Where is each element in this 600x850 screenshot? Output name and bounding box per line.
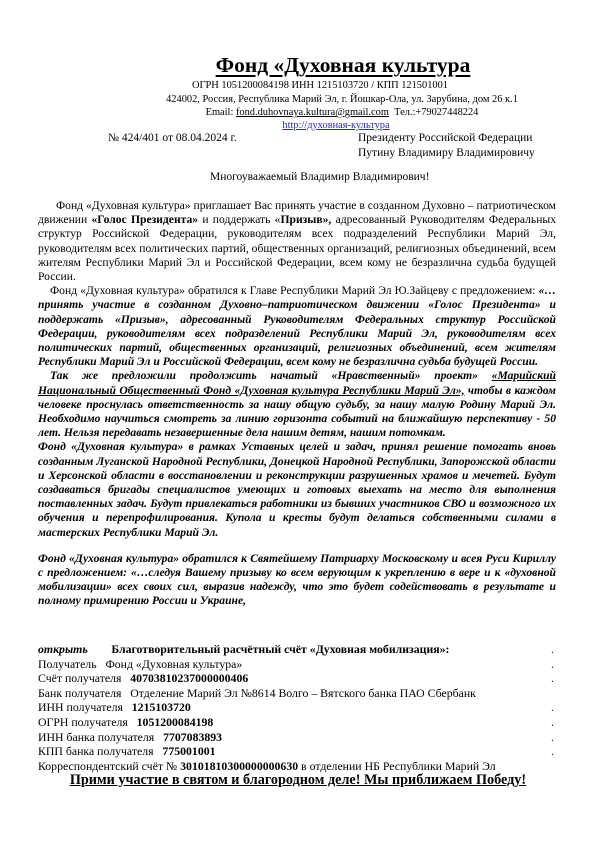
phone: Тел.:+79027448224	[394, 107, 479, 118]
reference-number: № 424/401 от 08.04.2024 г.	[108, 132, 237, 144]
account-title: Благотворительный расчётный счёт «Духовная мобилизация»:	[111, 642, 450, 656]
requisite-label: ОГРН получателя	[38, 714, 128, 729]
requisite-row	[38, 744, 556, 759]
text: Так же предложили продолжить начатый «Нравственный» проект»	[50, 369, 492, 383]
suffix: в отделении НБ Республики Марий Эл	[298, 758, 496, 773]
value: 30101810300000000630	[180, 758, 299, 773]
requisite-label: Банк получателя	[38, 685, 122, 700]
requisite-row	[38, 700, 556, 715]
email-label: Email:	[205, 107, 236, 118]
text: Фонд «Духовная культура» приглашает Вас принять участие в созданном Духовно – патриотическом движении	[38, 199, 556, 227]
dot: .	[551, 642, 554, 656]
text: и поддержать «	[198, 213, 281, 227]
dot: .	[551, 656, 554, 671]
requisite-row	[38, 730, 556, 745]
salutation: Многоуважаемый Владимир Владимирович!	[210, 171, 430, 183]
dot: .	[551, 744, 554, 759]
website-link[interactable]: http://духовная-культура	[282, 120, 390, 131]
requisite-value: 775001001	[162, 744, 216, 759]
open-verb: открыть	[38, 642, 88, 656]
dot: .	[551, 700, 554, 715]
dot: .	[551, 671, 554, 686]
requisite-value: 7707083893	[163, 729, 223, 744]
paragraph-invitation	[38, 199, 556, 284]
text: чтобы в каждом человеке проснулась ответственность за нашу общую судьбу, за нашу малую Родину Марий Эл. Необходимо научиться смотреть за линию горизонта событий на ближайшую перспективу - 50 лет. Нельзя передавать незавершенные дела нашим детям, нашим потомкам.	[38, 383, 556, 440]
requisite-label: Счёт получателя	[38, 671, 122, 686]
email-link[interactable]: fond.duhovnaya.kultura@gmail.com	[235, 107, 389, 118]
requisite-value: Фонд «Духовная культура»	[105, 656, 243, 671]
requisite-label: КПП банка получателя	[38, 744, 154, 759]
requisite-label: ИНН получателя	[38, 700, 123, 715]
paragraph-head-of-republic	[38, 284, 556, 369]
requisite-row	[38, 715, 556, 730]
address: 424002, Россия, Республика Марий Эл, г. Йошкар-Ола, ул. Зарубина, дом 26 к.1	[166, 94, 518, 105]
requisite-row	[38, 657, 556, 672]
text: Фонд «Духовная культура» обратился к Главе Республики Марий Эл Ю.Зайцеву с предложением:	[50, 284, 539, 298]
appeal-name: Призыв»,	[280, 213, 332, 227]
requisite-value: 1215103720	[131, 700, 191, 715]
paragraph-moral-project	[38, 369, 556, 440]
dot: .	[551, 729, 554, 744]
text: адресованный Руководителям Федеральных структур Российской Федерации, руководителям всех подразделений Республики Марий Эл, руководителям всех политических партий, общественных организаций, религиозных объединений, всем жителям Республики Марий Эл и Российской Федерации, всем кому не безразлична судьба будущей России.	[38, 213, 557, 284]
closing-call: Прими участие в святом и благородном деле! Мы приближаем Победу!	[69, 772, 527, 788]
letterhead-title: Фонд «Духовная культура	[215, 53, 471, 77]
movement-name: «Голос Президента»	[91, 213, 199, 227]
requisite-label: ИНН банка получателя	[38, 729, 155, 744]
requisite-row	[38, 671, 556, 686]
dot: .	[551, 714, 554, 729]
recipient-line-2: Путину Владимиру Владимировичу	[358, 147, 535, 159]
quote: «…принять участие в созданном Духовно–патриотическом движении «Голос Президента» и поддержать «Призыв», адресованный Руководителям Федеральных структур Российской Федерации, руководителям всех подразделений Республики Марий Эл, руководителям всех политических партий, общественных организаций, религиозных объединений, всем жителям Республики Марий Эл и Российской Федерации, всем кому не безразлична судьба будущей России.	[38, 284, 556, 369]
requisite-value: Отделение Марий Эл №8614 Волго – Вятского банка ПАО Сбербанк	[130, 685, 476, 700]
account-open-line	[38, 642, 556, 657]
requisite-value: 40703810237000000406	[130, 671, 249, 686]
registration-numbers: ОГРН 1051200084198 ИНН 1215103720 / КПП 121501001	[192, 80, 448, 91]
label: Корреспондентский счёт №	[38, 758, 181, 773]
recipient-line-1: Президенту Российской Федерации	[358, 132, 533, 144]
letter-body	[38, 199, 556, 609]
bank-requisites	[38, 642, 556, 773]
requisite-label: Получатель	[38, 656, 97, 671]
requisite-value: 1051200084198	[136, 714, 214, 729]
paragraph-patriarch: Фонд «Духовная культура» обратился к Святейшему Патриарху Московскому и всея Руси Кириллу с предложением: «…следуя Вашему призыву ко всем верующим к укреплению в вере и к «духовной мобилизации» всех своих сил, выразив надежду, что это будет содействовать в результате и полному примирению России и Украине,	[38, 551, 556, 608]
paragraph-reconstruction: Фонд «Духовная культура» в рамках Уставных целей и задач, принял решение помогать вновь созданным Луганской Народной Республики, Донецкой Народной Республики, Запорожской области и Херсонской области в восстановлении и реконструкции разрушенных храмов и мечетей. Будут создаваться бригады специалистов умеющих и готовых выехать на место для выполнения поставленных задач. Будут привлекаться работники из бывших участников СВО и возможного их обучения и перепрофилирования. Купола и кресты будут делаться собственными силами в мастерских Республики Марий Эл.	[38, 440, 556, 539]
contact-line	[22, 106, 600, 119]
fund-name: «Марийский Национальный Общественный Фонд «Духовная культура Республики Марий Эл»,	[38, 369, 556, 397]
requisite-row	[38, 686, 556, 701]
